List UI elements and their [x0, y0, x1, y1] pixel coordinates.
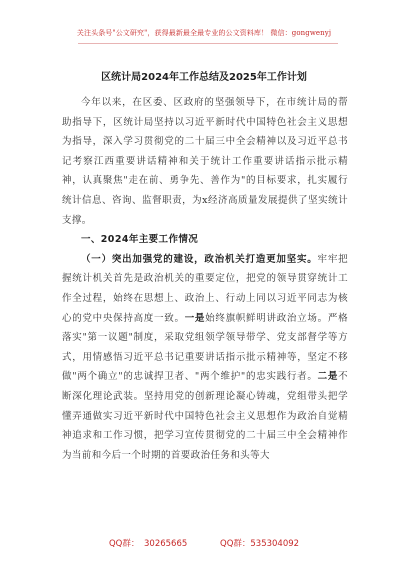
- footer-contacts: [0, 537, 408, 549]
- paragraph-text: 始终旗帜鲜明讲政治立场。严格落实"第一议题"制度，采取党组领学领导带学、党支部督学等方式，用情感悟习近平总书记重要讲话指示批示精神等，坚定不移做"两个确立"的忠诚捍卫者、"两个维护"的忠实践行者。: [62, 312, 348, 383]
- qq-group-1: QQ群： 30265665: [108, 539, 188, 549]
- document-body: [62, 93, 348, 465]
- qq-group-2: QQ群：535304092: [220, 539, 300, 549]
- subsection-heading: （一）突出加强党的建设，政治机关打造更加坚实。: [81, 253, 318, 265]
- intro-paragraph: 今年以来，在区委、区政府的坚强领导下，在市统计局的帮助指导下，区统计局坚持以习近平新时代中国特色社会主义思想为指导，深入学习贯彻党的二十届三中全会精神以及习近平总书记考察江西重要讲话精神和关于统计工作重要讲话指示批示精神，认真聚焦"走在前、勇争先、善作为"的目标要求，扎实履行统计信息、咨询、监督职责，为x经济高质量发展提供了坚实统计支撑。: [62, 97, 348, 226]
- emphasis-marker: 二是: [317, 371, 339, 383]
- banner-divider: [78, 43, 338, 44]
- emphasis-marker: 一是: [184, 312, 206, 324]
- section-heading: 一、2024年主要工作情况: [81, 234, 199, 246]
- document-title: 区统计局2024年工作总结及2025年工作计划: [101, 72, 307, 83]
- subsection-paragraph: [62, 250, 348, 466]
- promo-banner: 关注头条号"公文研究"，获得最新最全最专业的公文资料库！ 微信：gongwenyj: [76, 29, 332, 37]
- paragraph-text: 牢牢把握统计机关首先是政治机关的重要定位，把党的领导贯穿统计工作全过程，始终在思想上、政治上、行动上同以习近平同志为核心的党中央保持高度一致。: [62, 253, 348, 324]
- paragraph-text: 不断深化理论武装。坚持用党的创新理论凝心铸魂，党组带头把学懂弄通做实习近平新时代中国特色社会主义思想作为政治自觉精神追求和工作习惯，把学习宣传贯彻党的二十届三中全会精神作为当前和今后一个时期的首要政治任务和头等大: [62, 371, 348, 461]
